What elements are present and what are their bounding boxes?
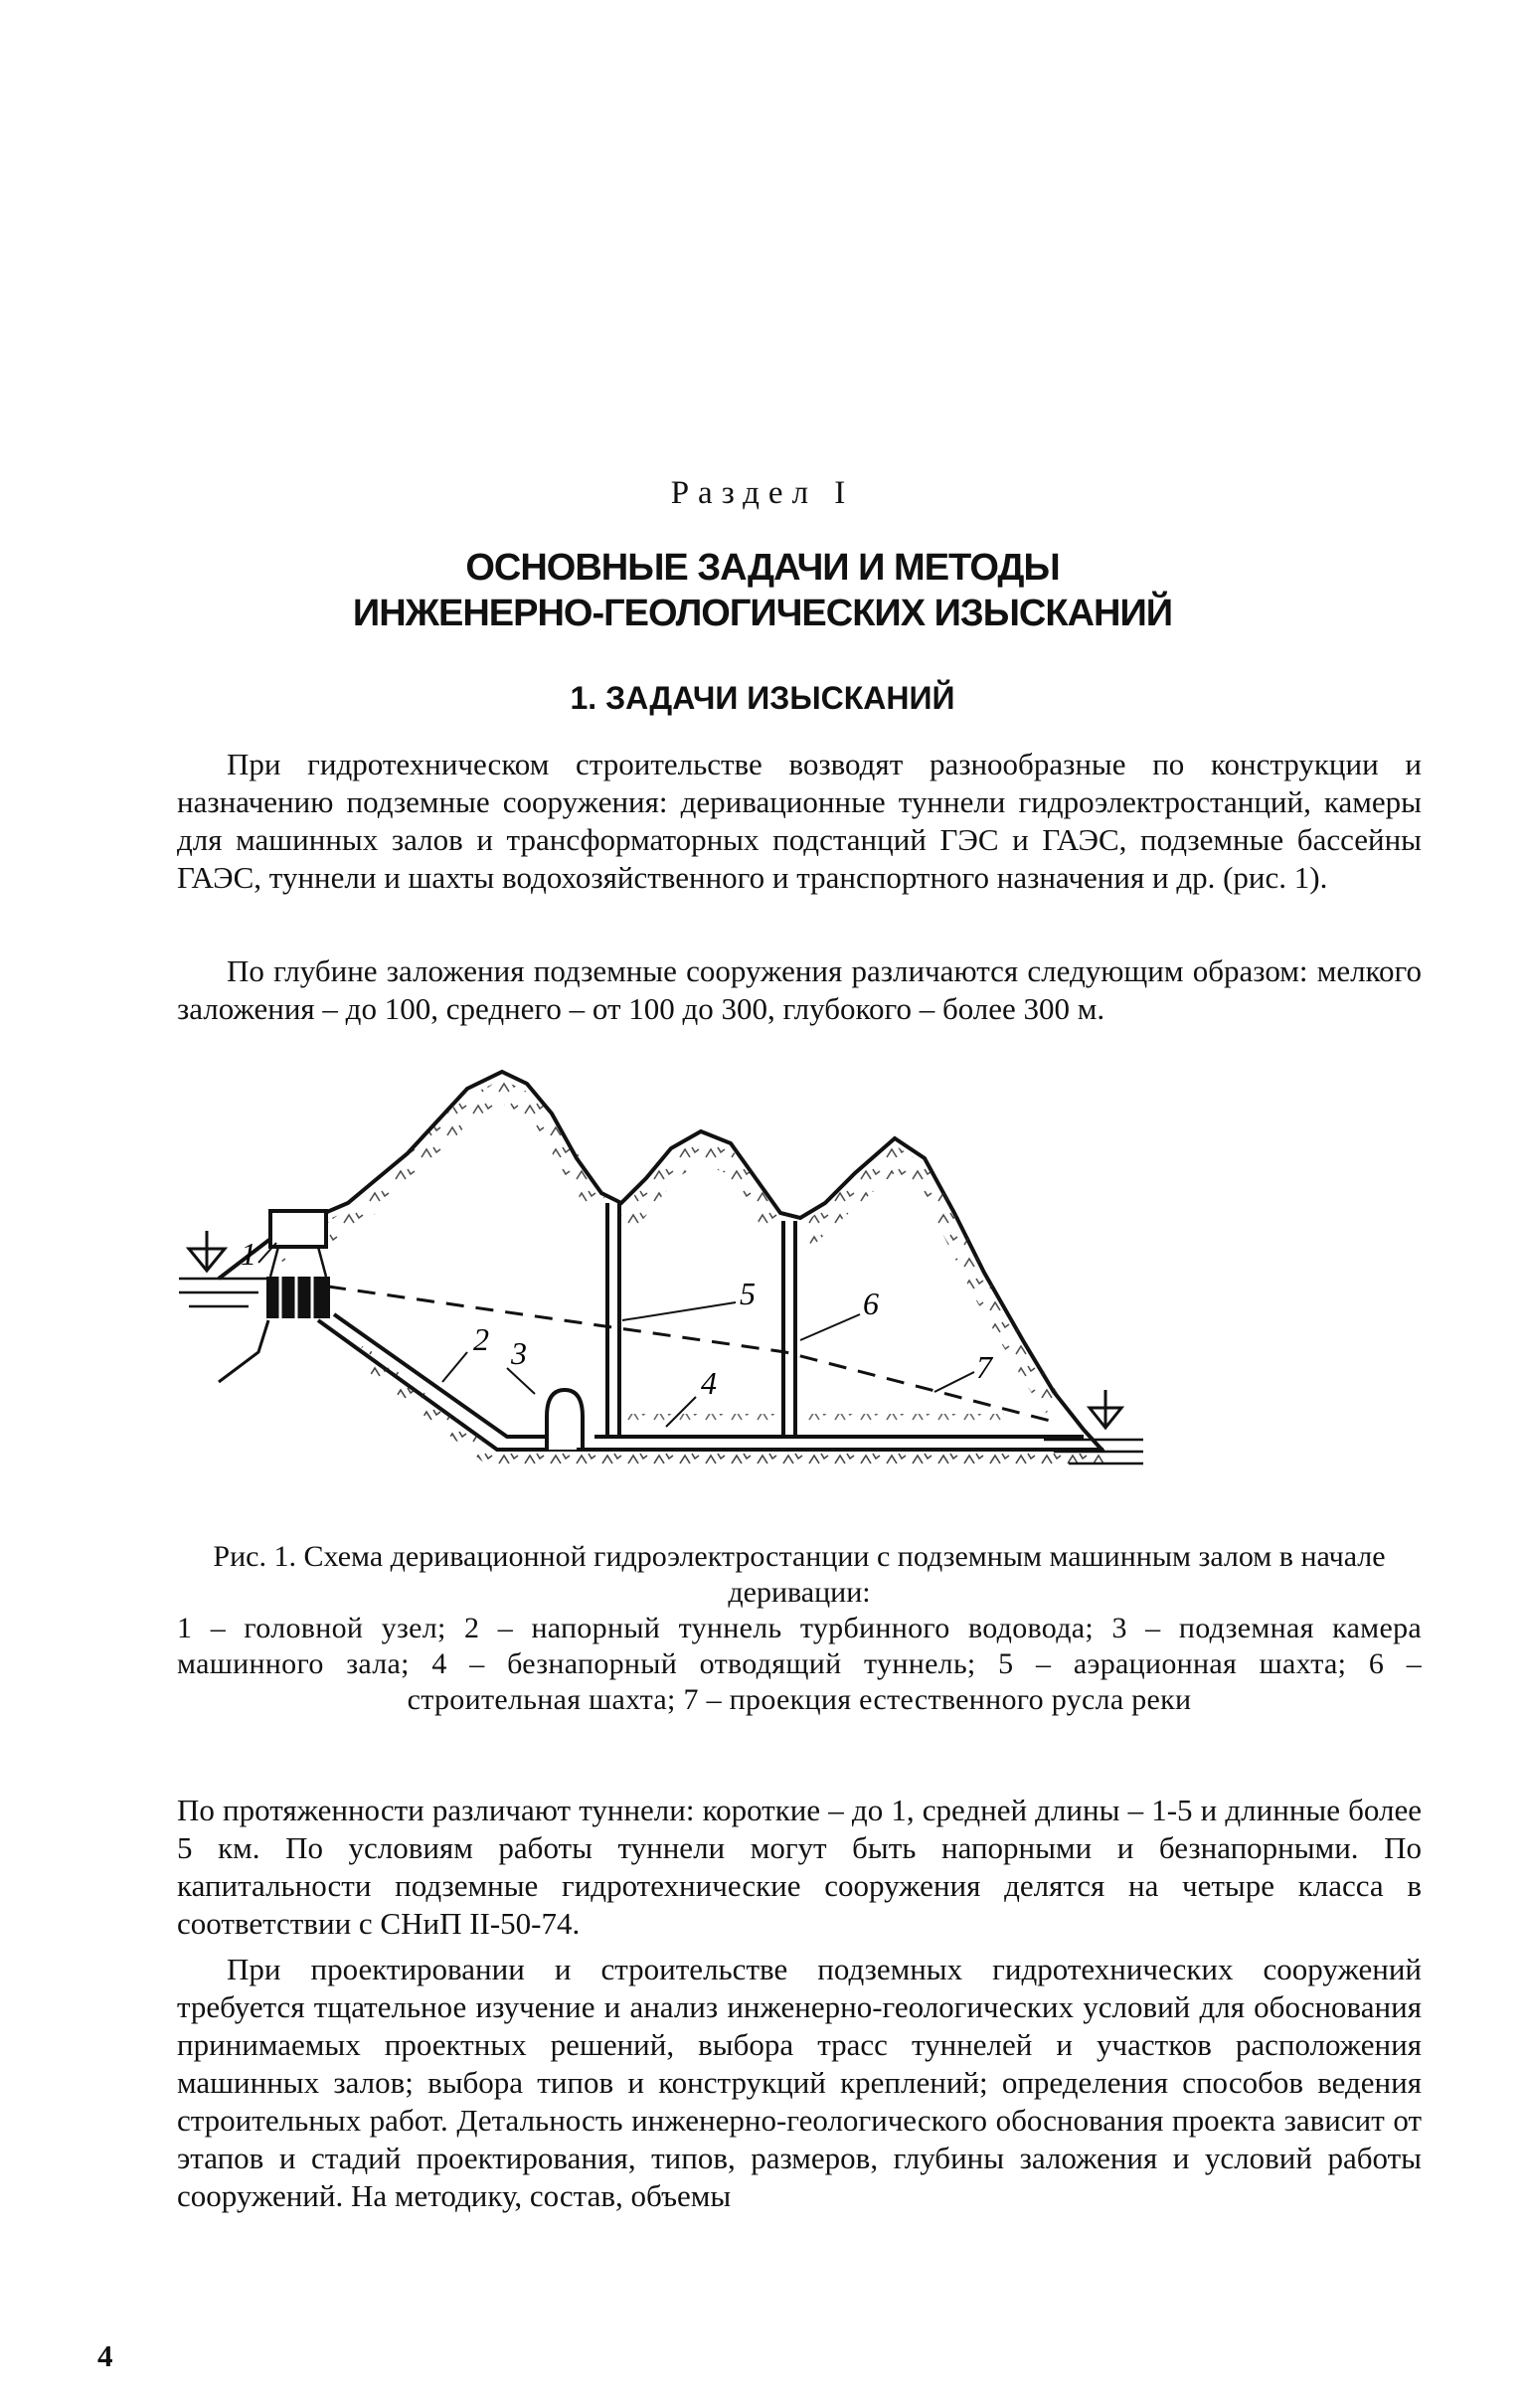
- diagram-label-6: 6: [863, 1286, 879, 1321]
- paragraph-3: По протяженности различают туннели: короткие – до 1, средней длины – 1-5 и длинные более 5 км. По условиям работы туннели могут быть напорными и безнапорными. По капитальности подземные гидротехнические сооружения делятся на четыре класса в соответствии с СНиП II-50-74.: [177, 1793, 1422, 1941]
- page-number: 4: [97, 2338, 113, 2373]
- subsection-title: 1. ЗАДАЧИ ИЗЫСКАНИЙ: [570, 680, 955, 716]
- chapter-title: [0, 545, 1525, 636]
- diagram-label-3: 3: [511, 1335, 527, 1371]
- diagram-label-4: 4: [701, 1365, 717, 1401]
- paragraph-2: По глубине заложения подземные сооружения различаются следующим образом: мелкого заложения – до 100, среднего – от 100 до 300, глубокого – более 300 м.: [177, 953, 1422, 1026]
- caption-title: Рис. 1. Схема деривационной гидроэлектростанции с подземным машинным залом в начале деривации:: [213, 1540, 1386, 1609]
- chapter-title-line-1: ОСНОВНЫЕ ЗАДАЧИ И МЕТОДЫ: [465, 547, 1060, 589]
- chapter-title-line-2: ИНЖЕНЕРНО-ГЕОЛОГИЧЕСКИХ ИЗЫСКАНИЙ: [352, 593, 1173, 634]
- machine-hall-chamber: [547, 1390, 583, 1450]
- caption-legend: 1 – головной узел; 2 – напорный туннель турбинного водовода; 3 – подземная камера машинного зала; 4 – безнапорный отводящий туннель; 5 – аэрационная шахта; 6 – строительная шахта; 7 – проекция естественного русла реки: [177, 1612, 1422, 1716]
- hydro-station-schematic: [159, 1054, 1372, 1521]
- upstream-water: [179, 1279, 268, 1306]
- construction-shaft: [783, 1221, 795, 1437]
- figure-caption: [177, 1539, 1422, 1718]
- downstream-water-level-icon: [1090, 1390, 1121, 1428]
- headworks: [270, 1211, 326, 1247]
- diagram-label-7: 7: [976, 1349, 992, 1385]
- paragraph-4: При проектировании и строительстве подземных гидротехнических сооружений требуется тщательное изучение и анализ инженерно-геологических условий для обоснования принимаемых проектных решений, выбора трасс туннелей и участков расположения машинных залов; выбора типов и конструкций креплений; определения способов ведения строительных работ. Детальность инженерно-геологического обоснования проекта зависит от этапов и стадий проектирования, типов, размеров, глубины заложения и условий работы сооружений. На методику, состав, объемы: [177, 1952, 1422, 2213]
- figure-1-diagram: [159, 1054, 1372, 1521]
- upstream-water-level-icon: [189, 1231, 225, 1271]
- diagram-label-1: 1: [241, 1236, 256, 1272]
- diagram-label-2: 2: [473, 1321, 489, 1357]
- aeration-shaft: [607, 1203, 619, 1437]
- diagram-label-5: 5: [740, 1276, 756, 1311]
- outlet-tunnel: [577, 1437, 1103, 1450]
- paragraph-1: При гидротехническом строительстве возводят разнообразные по конструкции и назначению подземные сооружения: деривационные туннели гидроэлектростанций, камеры для машинных залов и трансформаторных подстанций ГЭС и ГАЭС, подземные бассейны ГАЭС, туннели и шахты водохозяйственного и транспортного назначения и др. (рис. 1).: [177, 747, 1422, 895]
- section-label: Раздел I: [670, 475, 855, 511]
